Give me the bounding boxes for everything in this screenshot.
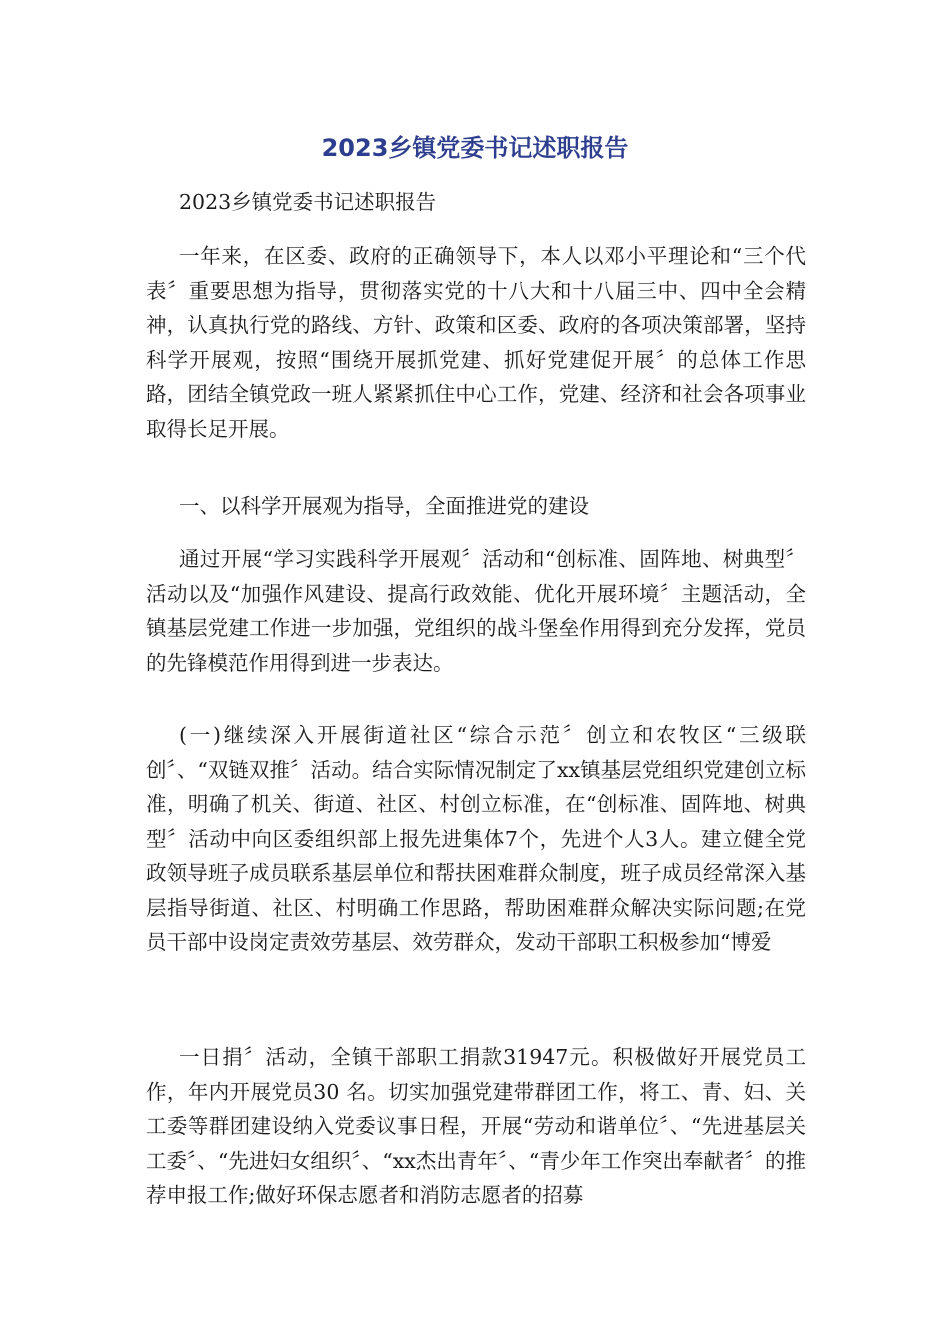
document-subtitle-paragraph: 2023乡镇党委书记述职报告 — [179, 190, 437, 214]
continuation-paragraph: 一日捐〞活动，全镇干部职工捐款31947元。积极做好开展党员工作，年内开展党员30 名。切实加强党建带群团工作，将工、青、妇、关工委等群团建设纳入党委议事日程，开展“劳动和谐单位〞、“先进基层关工委〞、“先进妇女组织〞、“xx杰出青年〞、“青少年工作突出奉献者〞的推荐申报工作;做好环保志愿者和消防志愿者的招募 — [146, 1045, 806, 1207]
document-title: 2023乡镇党委书记述职报告 — [321, 134, 629, 162]
intro-paragraph: 一年来，在区委、政府的正确领导下，本人以邓小平理论和“三个代表〞重要思想为指导，贯彻落实党的十八大和十八届三中、四中全会精神，认真执行党的路线、方针、政策和区委、政府的各项决策部署，坚持科学开展观，按照“围绕开展抓党建、抓好党建促开展〞的总体工作思路，团结全镇党政一班人紧紧抓住中心工作，党建、经济和社会各项事业取得长足开展。 — [146, 244, 806, 441]
subsection-1-paragraph: (一)继续深入开展街道社区“综合示范〞创立和农牧区“三级联创〞、“双链双推〞活动。结合实际情况制定了xx镇基层党组织党建创立标准，明确了机关、街道、社区、村创立标准，在“创标准、固阵地、树典型〞活动中向区委组织部上报先进集体7个，先进个人3人。建立健全党政领导班子成员联系基层单位和帮扶困难群众制度，班子成员经常深入基层指导街道、社区、村明确工作思路，帮助困难群众解决实际问题;在党员干部中设岗定责效劳基层、效劳群众，发动干部职工积极参加“博爱 — [146, 723, 806, 954]
section-1-paragraph: 通过开展“学习实践科学开展观〞活动和“创标准、固阵地、树典型〞活动以及“加强作风建设、提高行政效能、优化开展环境〞主题活动，全镇基层党建工作进一步加强，党组织的战斗堡垒作用得到充分发挥，党员的先锋模范作用得到进一步表达。 — [146, 547, 806, 675]
section-heading-1: 一、以科学开展观为指导，全面推进党的建设 — [179, 494, 589, 518]
